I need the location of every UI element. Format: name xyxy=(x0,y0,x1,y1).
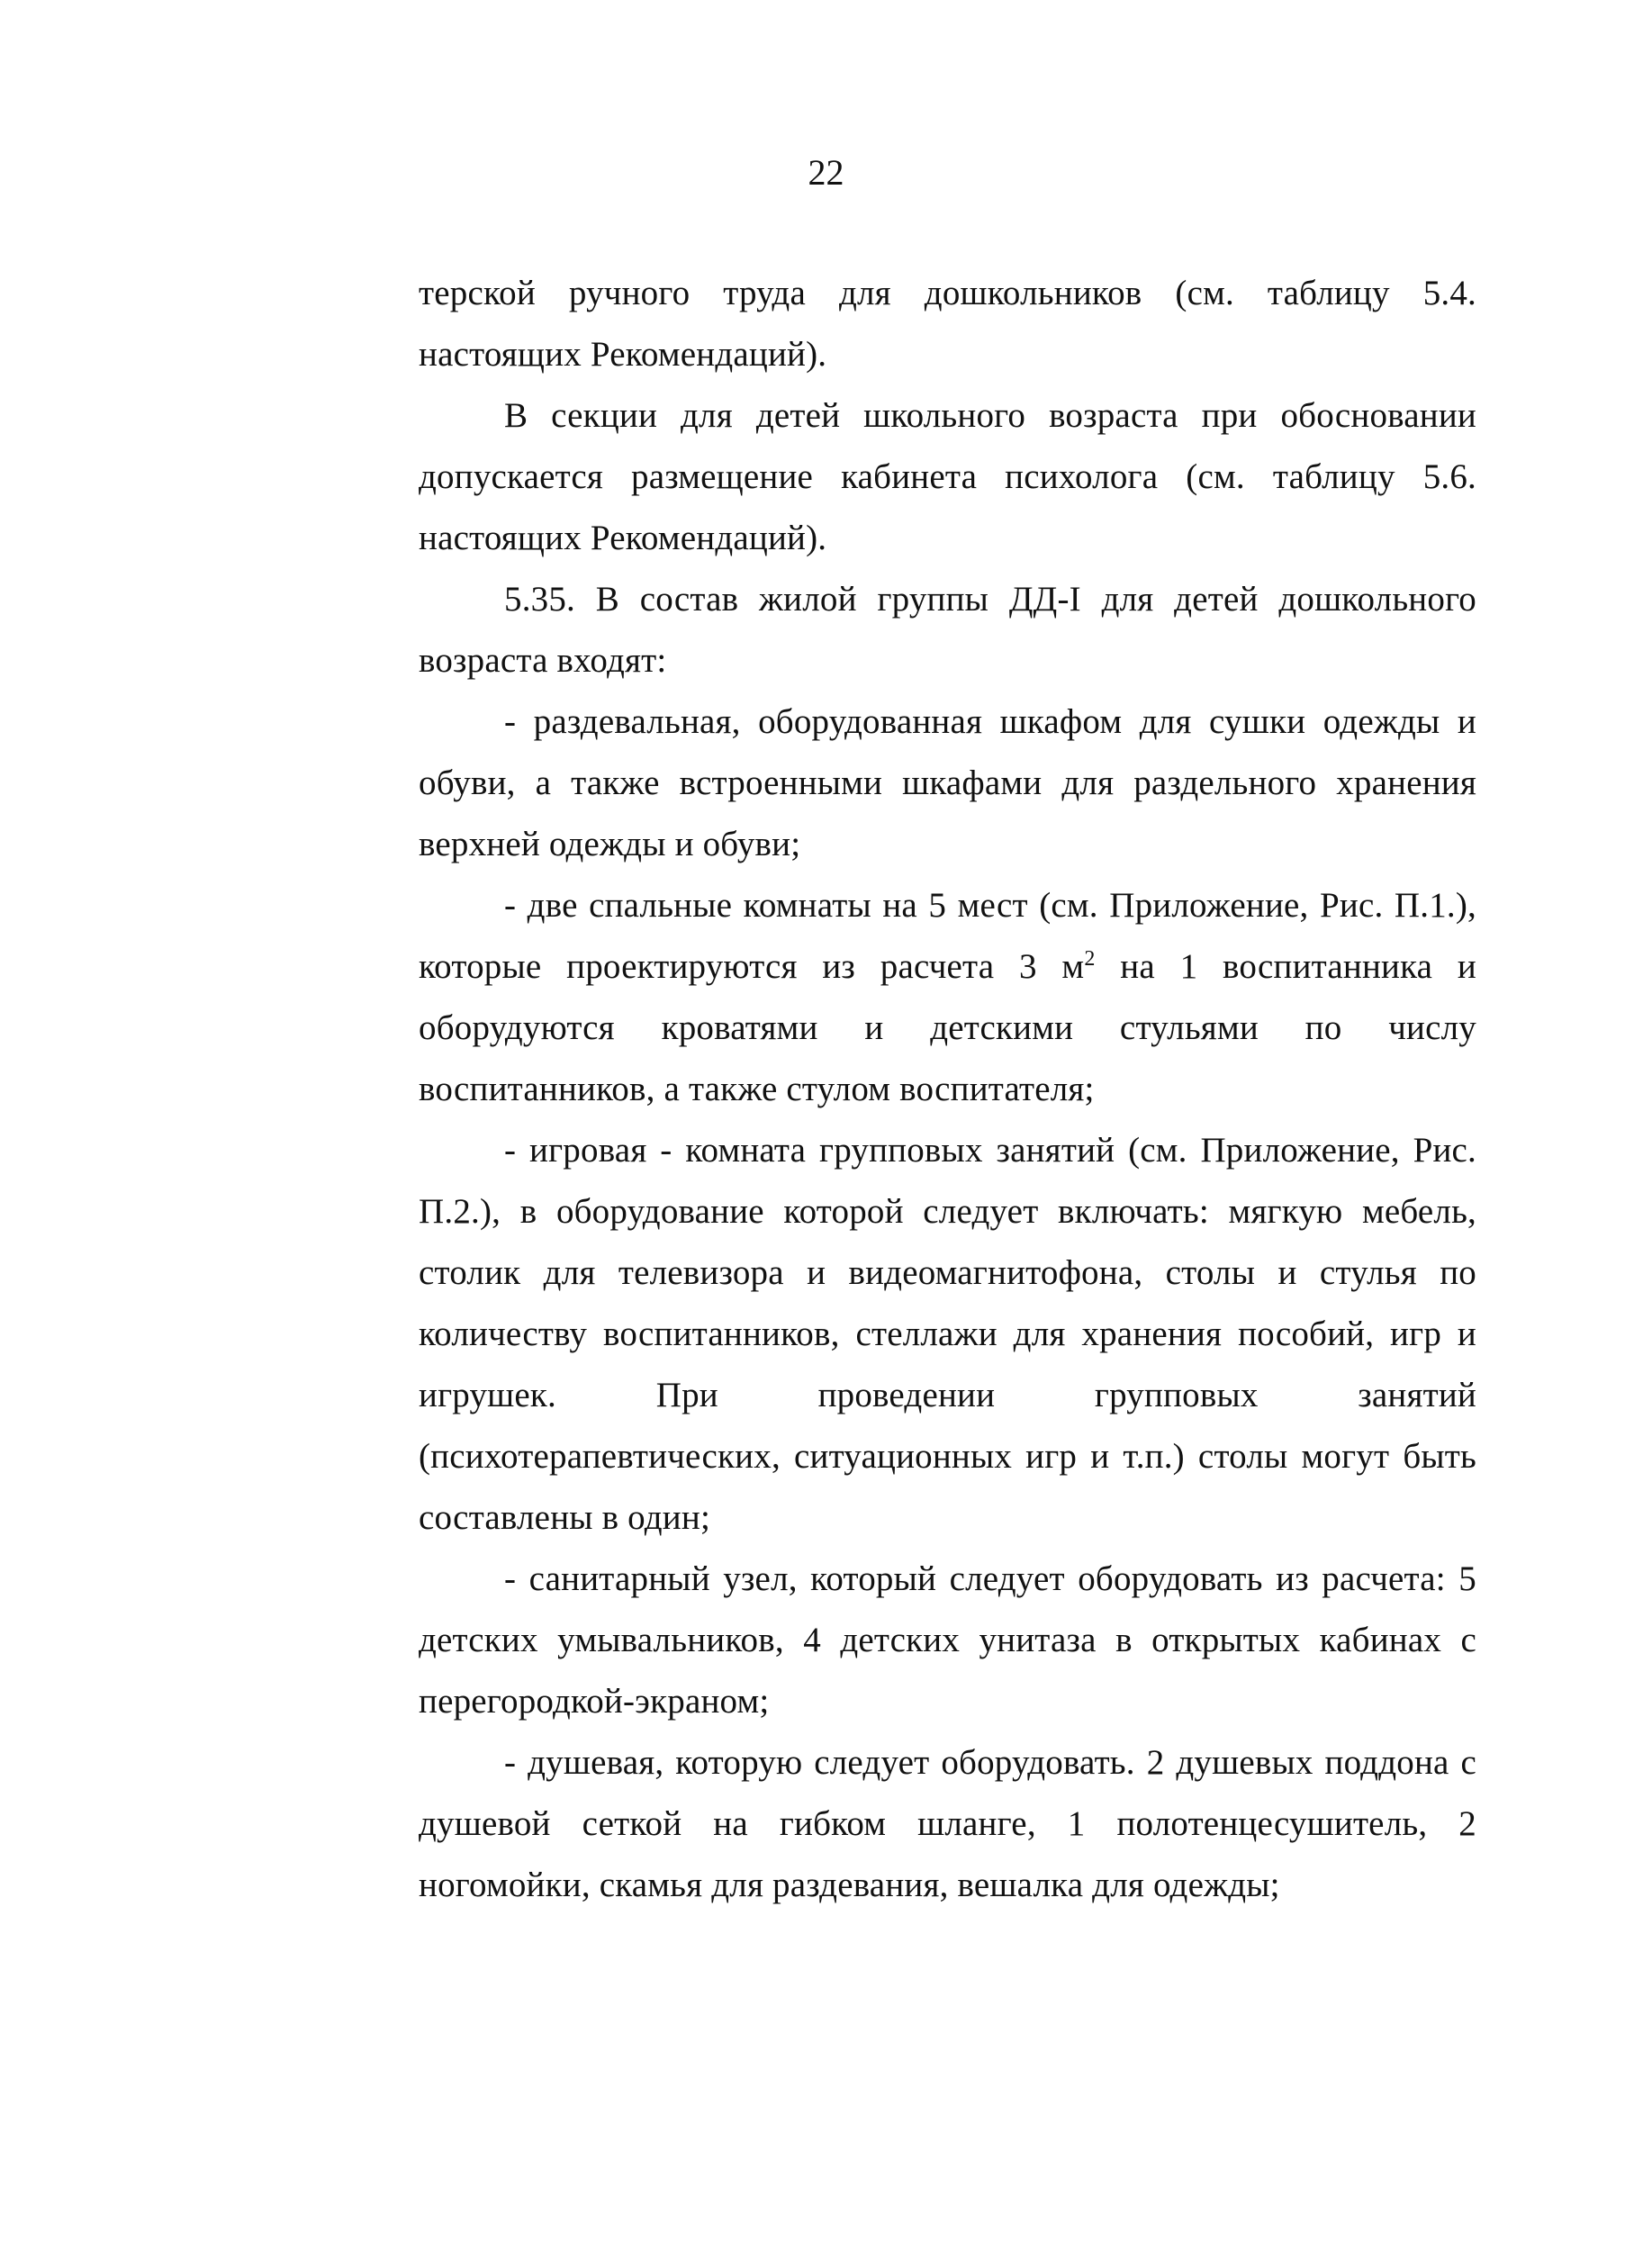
page-number: 22 xyxy=(808,152,844,193)
superscript-squared: 2 xyxy=(1084,947,1096,971)
list-item-sanitary: - санитарный узел, который следует оборудовать из расчета: 5 детских умывальников, 4 детских унитаза в открытых кабинах с перегородкой-экраном; xyxy=(419,1559,1476,1721)
list-item-bedrooms-text: - две спальные комнаты на 5 мест (см. Приложение, Рис. П.1.), которые проектируются из расчета 3 м xyxy=(419,886,1476,986)
paragraph-continuation: терской ручного труда для дошкольников (см. таблицу 5.4. настоящих Рекомендаций). xyxy=(419,274,1476,374)
list-item-dressing-room: - раздевальная, оборудованная шкафом для сушки одежды и обуви, а также встроенными шкафами для раздельного хранения верхней одежды и обуви; xyxy=(419,702,1476,863)
list-item-bedrooms xyxy=(419,875,1476,1120)
paragraph-psychologist-room: В секции для детей школьного возраста при обосновании допускается размещение кабинета психолога (см. таблицу 5.6. настоящих Рекомендаций). xyxy=(419,396,1476,557)
list-item-bedrooms-text-after: на 1 воспитанника и оборудуются кроватями и детскими стульями по числу воспитанников, а также стулом воспитателя; xyxy=(419,947,1476,1108)
document-body xyxy=(419,263,1476,1916)
list-item-playroom: - игровая - комната групповых занятий (см. Приложение, Рис. П.2.), в оборудование которой следует включать: мягкую мебель, столик для телевизора и видеомагнитофона, столы и стулья по количеству воспитанников, стеллажи для хранения пособий, игр и игрушек. При проведении групповых занятий (психотерапевтических, ситуационных игр и т.п.) столы могут быть составлены в один; xyxy=(419,1131,1476,1537)
paragraph-5-35: 5.35. В состав жилой группы ДД-I для детей дошкольного возраста входят: xyxy=(419,580,1476,680)
list-item-shower: - душевая, которую следует оборудовать. 2 душевых поддона с душевой сеткой на гибком шланге, 1 полотенцесушитель, 2 ногомойки, скамья для раздевания, вешалка для одежды; xyxy=(419,1743,1476,1904)
